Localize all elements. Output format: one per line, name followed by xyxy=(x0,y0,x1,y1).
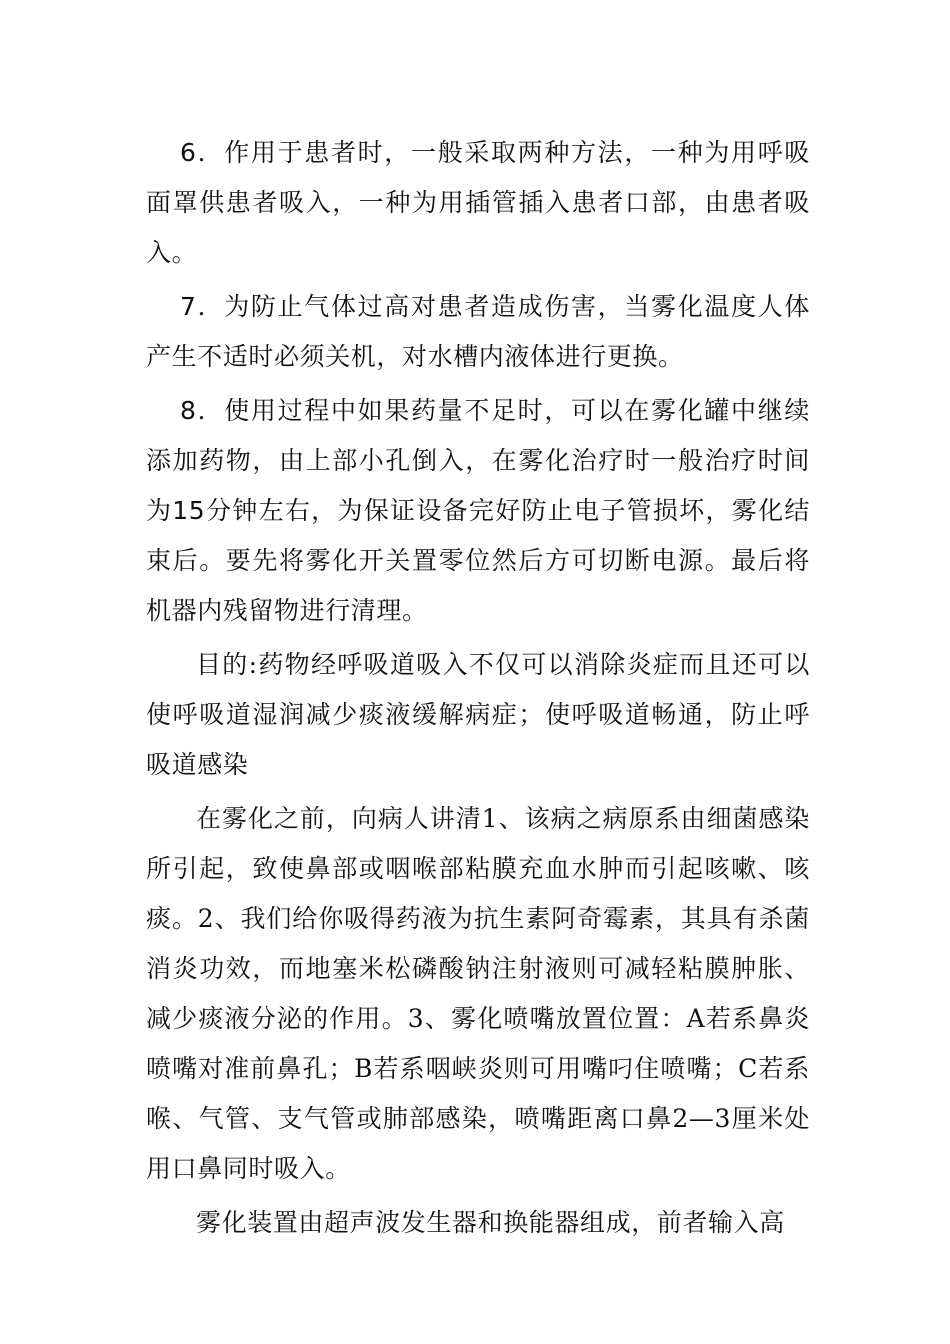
paragraph-item-6: 6．作用于患者时，一般采取两种方法，一种为用呼吸面罩供患者吸入，一种为用插管插入患者口部，由患者吸入。 xyxy=(146,138,810,267)
paragraph-item-8: 8．使用过程中如果药量不足时，可以在雾化罐中继续添加药物，由上部小孔倒入，在雾化治疗时一般治疗时间为15分钟左右，为保证设备完好防止电子管损坏，雾化结束后。要先将雾化开关置零位然后方可切断电源。最后将机器内残留物进行清理。 xyxy=(146,396,810,625)
paragraph-item-7: 7．为防止气体过高对患者造成伤害，当雾化温度人体产生不适时必须关机，对水槽内液体进行更换。 xyxy=(146,292,810,371)
paragraph-purpose: 目的:药物经呼吸道吸入不仅可以消除炎症而且还可以使呼吸道湿润减少痰液缓解病症；使呼吸道畅通，防止呼吸道感染 xyxy=(146,650,810,779)
paragraph-before-nebulization: 在雾化之前，向病人讲清1、该病之病原系由细菌感染所引起，致使鼻部或咽喉部粘膜充血水肿而引起咳嗽、咳痰。2、我们给你吸得药液为抗生素阿奇霉素，其具有杀菌消炎功效，而地塞米松磷酸钠注射液则可减轻粘膜肿胀、减少痰液分泌的作用。3、雾化喷嘴放置位置：A若系鼻炎喷嘴对准前鼻孔；B若系咽峡炎则可用嘴叼住喷嘴；C若系喉、气管、支气管或肺部感染，喷嘴距离口鼻2—3厘米处用口鼻同时吸入。 xyxy=(146,804,810,1183)
document-page xyxy=(146,128,810,1252)
paragraph-device-description: 雾化装置由超声波发生器和换能器组成，前者输入高 xyxy=(196,1208,785,1237)
